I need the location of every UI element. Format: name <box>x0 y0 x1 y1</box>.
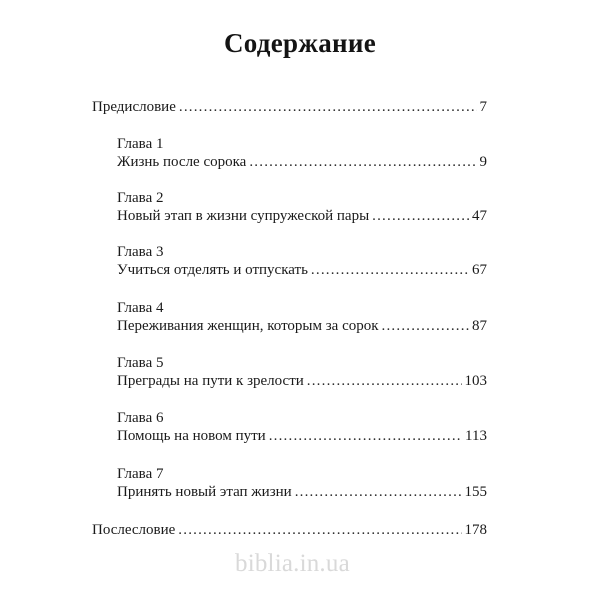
toc-label: Принять новый этап жизни <box>117 484 292 500</box>
toc-label: Учиться отделять и отпускать <box>117 262 308 278</box>
toc-label: Предисловие <box>92 99 176 115</box>
chapter-heading: Глава 4 <box>117 300 164 316</box>
chapter-heading: Глава 1 <box>117 136 164 152</box>
toc-page-number: 9 <box>479 154 487 170</box>
chapter-heading: Глава 5 <box>117 355 164 371</box>
dot-leader <box>269 427 462 445</box>
dot-leader <box>249 153 476 171</box>
toc-label: Помощь на новом пути <box>117 428 266 444</box>
toc-page-number: 178 <box>464 522 487 538</box>
toc-entry-chapter-2 <box>117 207 487 225</box>
toc-entry-preface <box>92 98 487 116</box>
chapter-heading: Глава 7 <box>117 466 164 482</box>
toc-entry-chapter-7 <box>117 483 487 501</box>
chapter-heading: Глава 2 <box>117 190 164 206</box>
toc-entry-chapter-3 <box>117 261 487 279</box>
toc-label: Новый этап в жизни супружеской пары <box>117 208 370 224</box>
toc-page-number: 155 <box>464 484 487 500</box>
dot-leader <box>295 483 462 501</box>
toc-entry-afterword <box>92 521 487 539</box>
page-title: Содержание <box>223 28 377 58</box>
toc-label: Переживания женщин, которым за сорок <box>117 318 379 334</box>
toc-page-number: 103 <box>464 373 487 389</box>
toc-label: Преграды на пути к зрелости <box>117 373 304 389</box>
toc-entry-chapter-1 <box>117 153 487 171</box>
chapter-heading: Глава 3 <box>117 244 164 260</box>
dot-leader <box>179 98 477 116</box>
toc-page-number: 67 <box>472 262 487 278</box>
toc-page-number: 7 <box>479 99 487 115</box>
toc-entry-chapter-4 <box>117 317 487 335</box>
toc-page-number: 113 <box>465 428 487 444</box>
dot-leader <box>372 207 469 225</box>
toc-label: Послесловие <box>92 522 176 538</box>
toc-label: Жизнь после сорока <box>117 154 247 170</box>
dot-leader <box>178 521 461 539</box>
dot-leader <box>307 372 462 390</box>
toc-entry-chapter-6 <box>117 427 487 445</box>
chapter-heading: Глава 6 <box>117 410 164 426</box>
site-watermark: biblia.in.ua <box>235 550 350 577</box>
toc-page-number: 87 <box>472 318 487 334</box>
toc-entry-chapter-5 <box>117 372 487 390</box>
toc-page-number: 47 <box>472 208 487 224</box>
dot-leader <box>382 317 469 335</box>
dot-leader <box>311 261 469 279</box>
